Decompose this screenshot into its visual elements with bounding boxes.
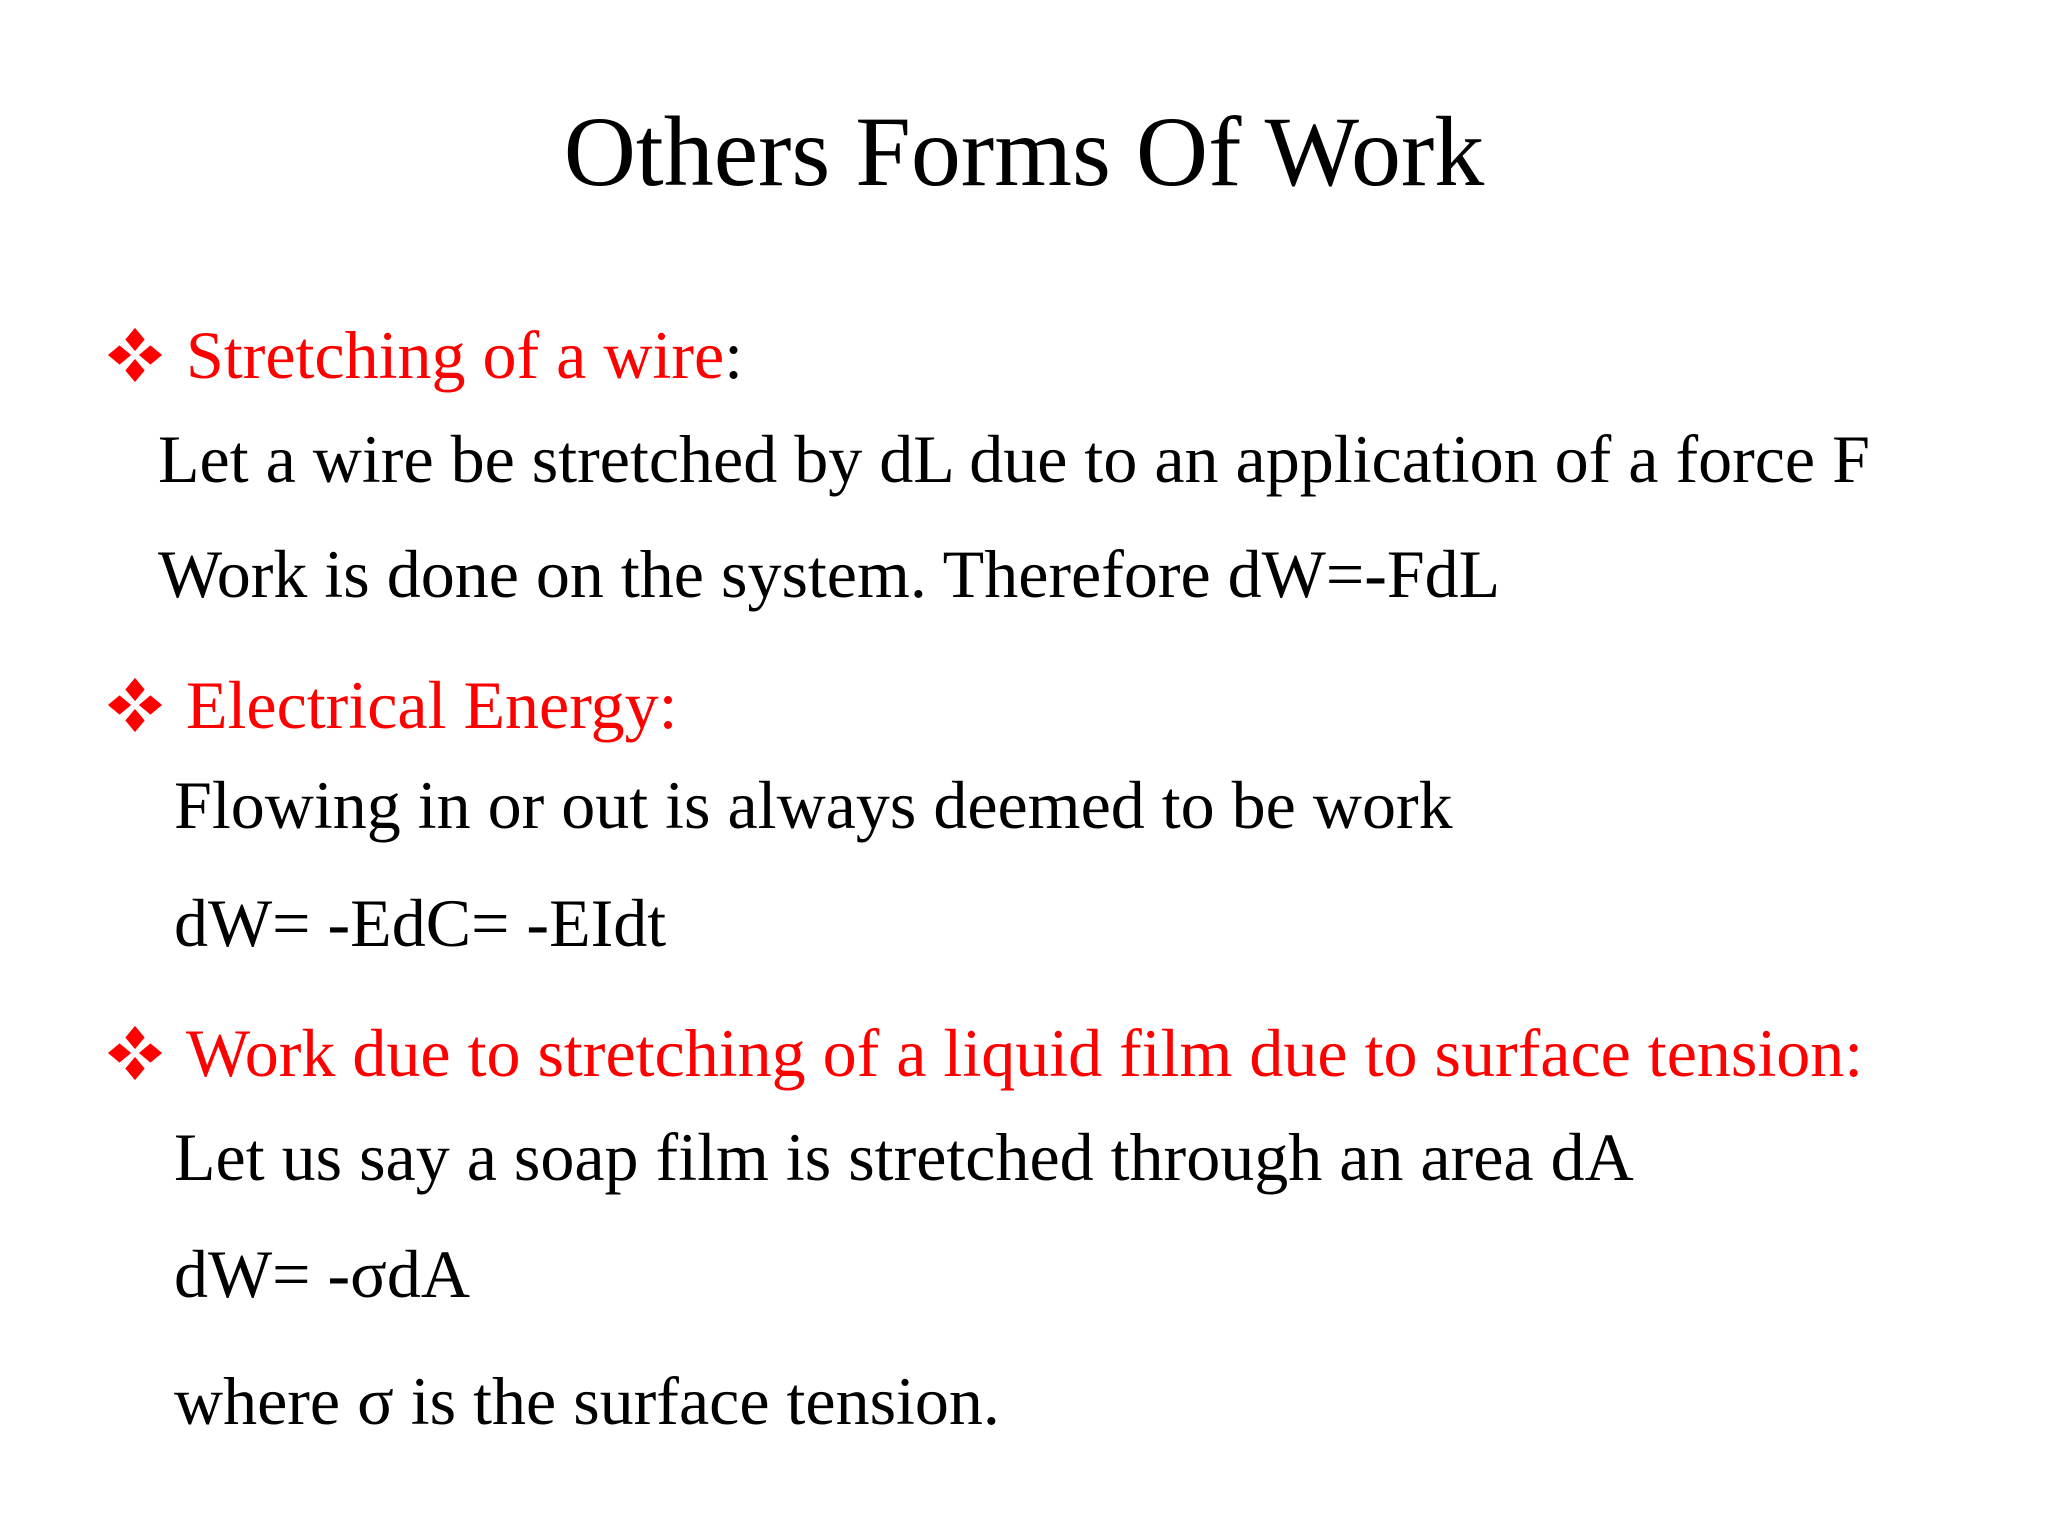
body-line: where σ is the surface tension. — [174, 1363, 1000, 1439]
four-diamond-bullet-icon — [106, 326, 164, 384]
body-line: dW= -EdC= -EIdt — [174, 885, 667, 961]
section-heading-text: Electrical Energy: — [186, 667, 678, 743]
four-diamond-bullet-icon — [106, 1024, 164, 1082]
body-line: Let us say a soap film is stretched through an area dA — [174, 1119, 1634, 1195]
section-heading-text: Work due to stretching of a liquid film due to surface tension: — [186, 1015, 1864, 1091]
section-heading-text: Stretching of a wire — [186, 317, 725, 393]
slide-title: Others Forms Of Work — [563, 96, 1485, 207]
body-line: Let a wire be stretched by dL due to an application of a force F — [158, 421, 1870, 497]
section-heading-liquid-film — [106, 1008, 1863, 1098]
section-heading-electrical-energy — [106, 660, 678, 750]
body-line: dW= -σdA — [174, 1236, 470, 1312]
body-line: Flowing in or out is always deemed to be work — [174, 767, 1453, 843]
section-heading-colon: : — [724, 317, 744, 393]
section-heading-stretching-wire — [106, 310, 743, 400]
body-line: Work is done on the system. Therefore dW=-FdL — [158, 536, 1501, 612]
four-diamond-bullet-icon — [106, 676, 164, 734]
